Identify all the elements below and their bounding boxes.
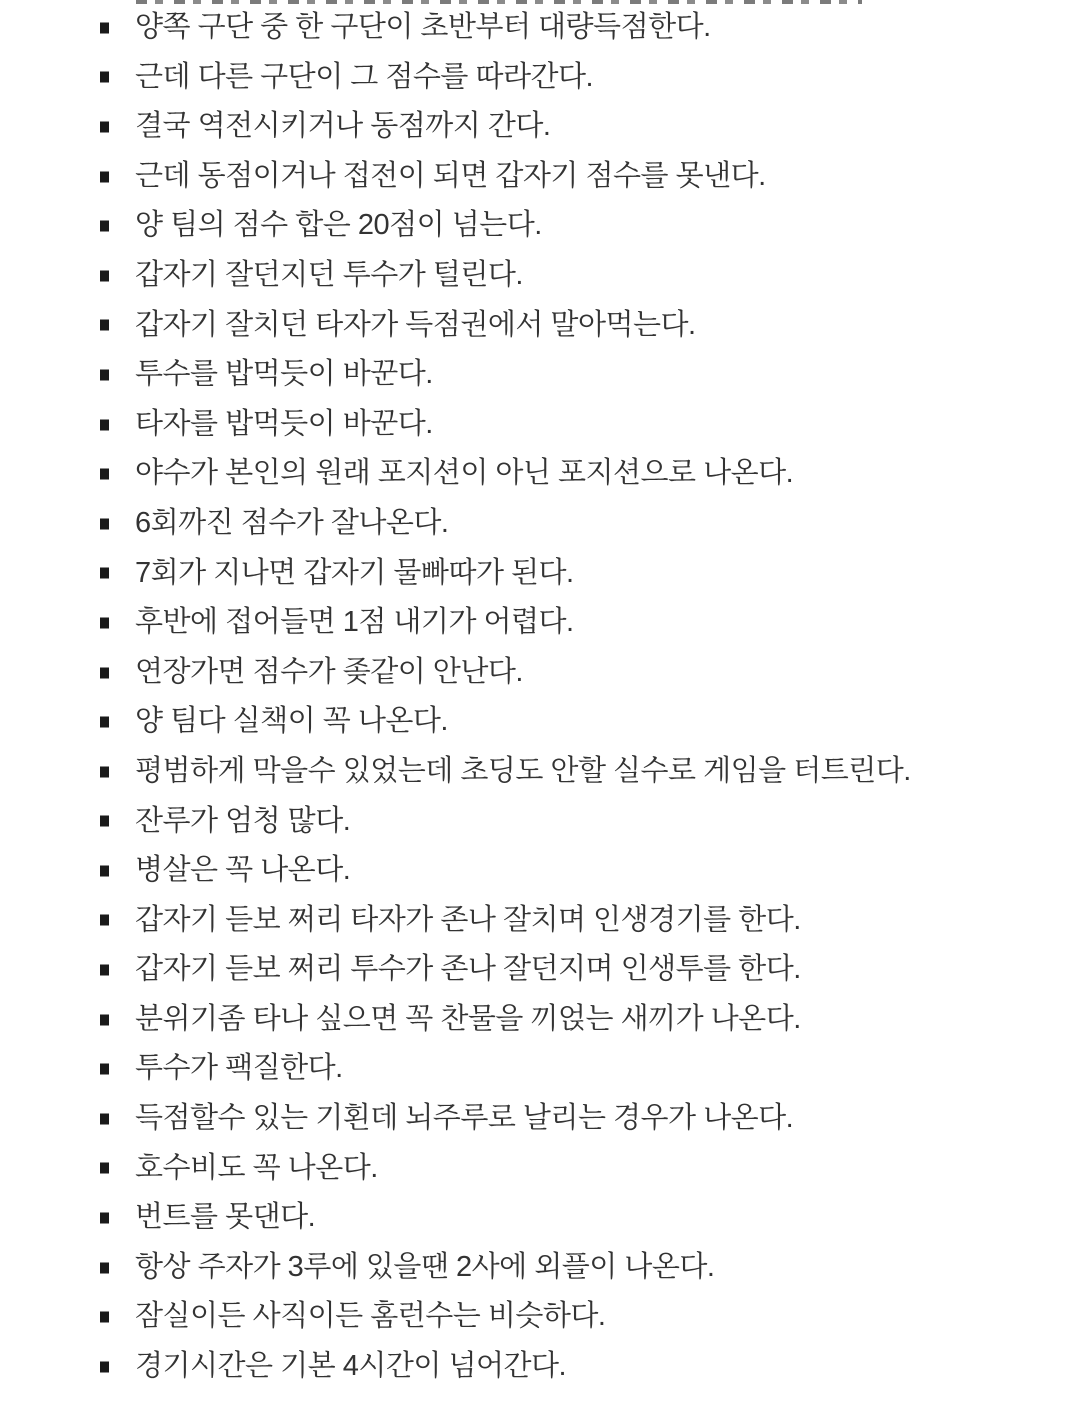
list-item-text: 갑자기 잘치던 타자가 득점권에서 말아먹는다. [135, 308, 696, 341]
list-item [0, 747, 1080, 797]
list-item-text: 근데 동점이거나 접전이 되면 갑자기 점수를 못낸다. [135, 159, 766, 192]
square-bullet-icon [100, 865, 109, 876]
list-item [0, 1342, 1080, 1392]
square-bullet-icon [100, 1262, 109, 1273]
list-item-text: 결국 역전시키거나 동점까지 간다. [135, 110, 551, 143]
list-item [0, 896, 1080, 946]
list-item [0, 251, 1080, 301]
list-item-text: 잠실이든 사직이든 홈런수는 비슷하다. [135, 1300, 606, 1333]
square-bullet-icon [100, 915, 109, 926]
square-bullet-icon [100, 22, 109, 33]
list-item-text: 평범하게 막을수 있었는데 초딩도 안할 실수로 게임을 터트린다. [135, 754, 911, 787]
list-item [0, 846, 1080, 896]
square-bullet-icon [100, 369, 109, 380]
list-item [0, 1144, 1080, 1194]
list-item-text: 연장가면 점수가 좆같이 안난다. [135, 655, 523, 688]
square-bullet-icon [100, 518, 109, 529]
list-item-text: 양쪽 구단 중 한 구단이 초반부터 대량득점한다. [135, 11, 711, 43]
list-item [0, 3, 1080, 53]
list-item-text: 투수를 밥먹듯이 바꾼다. [135, 358, 433, 391]
square-bullet-icon [100, 1213, 109, 1224]
list-item-text: 후반에 접어들면 1점 내기가 어렵다. [135, 606, 574, 639]
list-item [0, 945, 1080, 995]
list-item [0, 1193, 1080, 1243]
square-bullet-icon [100, 766, 109, 777]
list-item [0, 1044, 1080, 1094]
list-item [0, 797, 1080, 847]
list-item-text: 경기시간은 기본 4시간이 넘어간다. [135, 1350, 567, 1383]
list-item [0, 449, 1080, 499]
square-bullet-icon [100, 617, 109, 628]
square-bullet-icon [100, 419, 109, 430]
square-bullet-icon [100, 1064, 109, 1075]
square-bullet-icon [100, 667, 109, 678]
list-item-text: 번트를 못댄다. [135, 1201, 316, 1234]
list-item-text: 잔루가 엄청 많다. [135, 804, 351, 837]
list-item [0, 648, 1080, 698]
list-item [0, 201, 1080, 251]
list-item [0, 301, 1080, 351]
list-item [0, 1292, 1080, 1342]
list-item-text: 병살은 꼭 나온다. [135, 854, 351, 887]
list-item-text: 항상 주자가 3루에 있을땐 2사에 외플이 나온다. [135, 1250, 715, 1283]
list-item [0, 53, 1080, 103]
square-bullet-icon [100, 816, 109, 827]
list-item-text: 6회까진 점수가 잘나온다. [135, 506, 449, 539]
list-item-text: 야수가 본인의 원래 포지션이 아닌 포지션으로 나온다. [135, 457, 794, 490]
square-bullet-icon [100, 717, 109, 728]
square-bullet-icon [100, 171, 109, 182]
list-item [0, 995, 1080, 1045]
square-bullet-icon [100, 270, 109, 281]
list-item [0, 499, 1080, 549]
list-item [0, 400, 1080, 450]
square-bullet-icon [100, 221, 109, 232]
list-item-text: 타자를 밥먹듯이 바꾼다. [135, 407, 433, 440]
square-bullet-icon [100, 1163, 109, 1174]
list-item [0, 549, 1080, 599]
list-item [0, 1243, 1080, 1293]
list-item-text: 갑자기 듣보 쩌리 투수가 존나 잘던지며 인생투를 한다. [135, 953, 801, 986]
square-bullet-icon [100, 1361, 109, 1372]
list-item-text: 갑자기 듣보 쩌리 타자가 존나 잘치며 인생경기를 한다. [135, 903, 801, 936]
square-bullet-icon [100, 965, 109, 976]
square-bullet-icon [100, 72, 109, 83]
list-item-text: 근데 다른 구단이 그 점수를 따라간다. [135, 60, 594, 93]
square-bullet-icon [100, 320, 109, 331]
list-item-text: 투수가 팩질한다. [135, 1052, 343, 1085]
list-item-text: 양 팀의 점수 합은 20점이 넘는다. [135, 209, 542, 242]
list-item [0, 598, 1080, 648]
square-bullet-icon [100, 1113, 109, 1124]
square-bullet-icon [100, 568, 109, 579]
square-bullet-icon [100, 1312, 109, 1323]
list-item [0, 102, 1080, 152]
list-item-text: 호수비도 꼭 나온다. [135, 1151, 378, 1184]
list-item [0, 350, 1080, 400]
list-item-text: 분위기좀 타나 싶으면 꼭 찬물을 끼얹는 새끼가 나온다. [135, 1002, 801, 1035]
list-item [0, 697, 1080, 747]
square-bullet-icon [100, 469, 109, 480]
list-item-text: 갑자기 잘던지던 투수가 털린다. [135, 258, 523, 291]
square-bullet-icon [100, 121, 109, 132]
square-bullet-icon [100, 1014, 109, 1025]
list-item [0, 152, 1080, 202]
list-item-text: 득점할수 있는 기횐데 뇌주루로 날리는 경우가 나온다. [135, 1102, 794, 1135]
list-item-text: 7회가 지나면 갑자기 물빠따가 된다. [135, 556, 574, 589]
list-item-text: 양 팀다 실책이 꼭 나온다. [135, 705, 448, 738]
list-item [0, 1094, 1080, 1144]
